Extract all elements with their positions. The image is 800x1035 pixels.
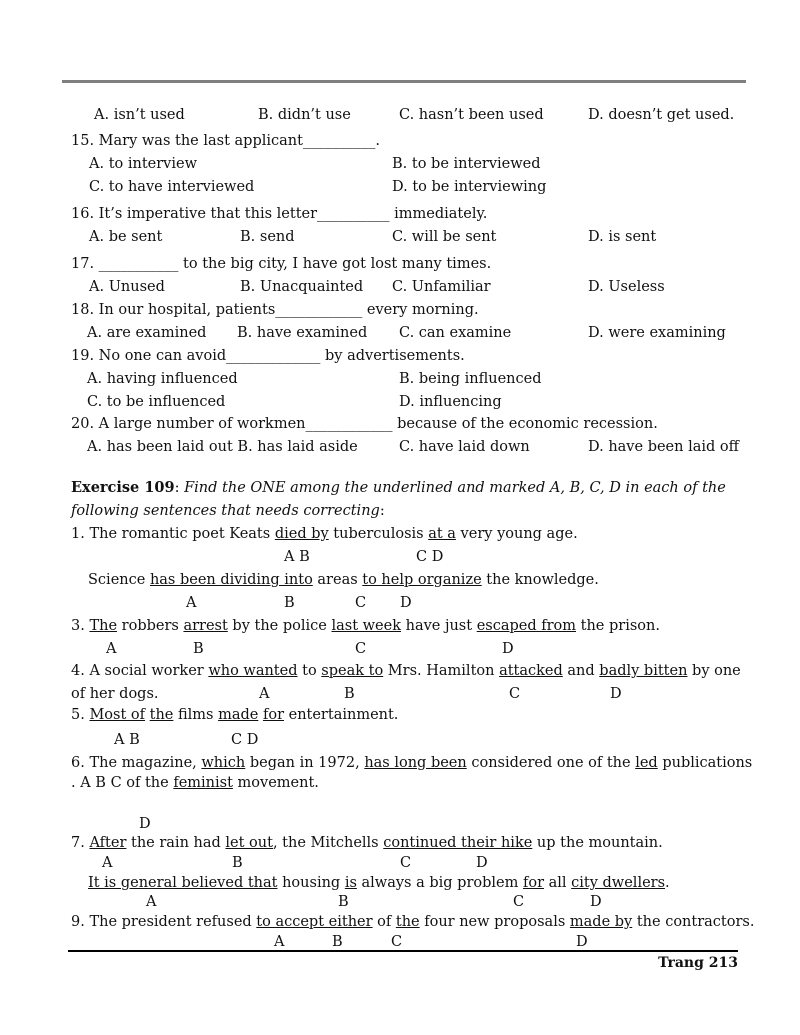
q17-option-d: D. Useless [588, 279, 665, 295]
q19-option-d: D. influencing [399, 394, 502, 410]
s4-marker-a: A [259, 686, 270, 702]
s3-text: the prison. [576, 618, 660, 634]
header-rule [62, 80, 746, 83]
s3-marker-b: B [193, 641, 204, 657]
s7-marker-d: D [476, 855, 488, 871]
s2-underlined-cd: to help organize [362, 572, 482, 588]
s1-marker-ab: A B [284, 549, 310, 565]
sentence-2 [88, 571, 599, 589]
q16-option-c: C. will be sent [392, 229, 497, 245]
s8-marker-d: D [590, 894, 602, 910]
s3-text: robbers [117, 618, 184, 634]
q16-option-b: B. send [240, 229, 295, 245]
s4-text: to [297, 663, 322, 679]
s6-text: publications [657, 755, 753, 771]
s5-underlined-b: the [149, 707, 174, 723]
q16-stem: 16. It’s imperative that this letter__________ immediately. [71, 206, 488, 222]
footer-rule [68, 950, 738, 952]
s9-marker-d: D [576, 934, 588, 950]
s8-text: all [544, 875, 572, 891]
s8-underlined-b: is [344, 875, 357, 891]
s2-marker-d: D [400, 595, 412, 611]
s4-marker-b: B [344, 686, 355, 702]
q19-stem: 19. No one can avoid_____________ by advertisements. [71, 348, 465, 364]
sentence-3: 3. The robbers arrest by the police last week have just escaped from the prison. [71, 618, 660, 634]
q17-option-c: C. Unfamiliar [392, 279, 491, 295]
s9-text: four new proposals [419, 914, 570, 930]
s1-underlined-cd: at a [428, 526, 456, 542]
s4-text: and [562, 663, 600, 679]
s5-marker-cd: C D [231, 732, 259, 748]
q15-option-c: C. to have interviewed [89, 179, 255, 195]
s7-underlined-a: After [89, 835, 127, 851]
q19-option-a: A. having influenced [87, 371, 238, 387]
s4-underlined-d: badly bitten [599, 663, 688, 679]
s8-text: . [665, 875, 670, 891]
s8-text: housing [277, 875, 345, 891]
sentence-5 [71, 706, 398, 724]
s4-text: by one [687, 663, 741, 679]
q18-option-c: C. can examine [399, 325, 512, 341]
exercise-instruction-colon: : [379, 503, 385, 519]
s9-underlined-c: the [395, 914, 420, 930]
s9-marker-b: B [332, 934, 343, 950]
s9-text: of [372, 914, 396, 930]
s5-text: films [173, 707, 219, 723]
s2-underlined-ab: has been dividing into [149, 572, 313, 588]
s5-text: entertainment. [284, 707, 399, 723]
q15-option-d: D. to be interviewing [392, 179, 547, 195]
s4-marker-d: D [610, 686, 622, 702]
q16-option-a: A. be sent [89, 229, 163, 245]
s4-underlined-c: attacked [499, 663, 563, 679]
s3-marker-a: A [106, 641, 117, 657]
s9-text: 9. The president refused [71, 914, 257, 930]
s4-underlined-a: who wanted [208, 663, 298, 679]
s8-underlined-c: for [522, 875, 544, 891]
s8-marker-b: B [338, 894, 349, 910]
s2-marker-c: C [355, 595, 367, 611]
q14-option-d: D. doesn’t get used. [588, 107, 735, 123]
sentence-7 [71, 834, 663, 852]
s1-text: very young age. [455, 526, 578, 542]
s6-text: 6. The magazine, [71, 755, 202, 771]
s4-line2: of her dogs. [71, 686, 159, 702]
q19-option-c: C. to be influenced [87, 394, 226, 410]
s6-marker-d: D [139, 816, 151, 832]
q17-option-b: B. Unacquainted [240, 279, 364, 295]
sentence-4 [71, 662, 741, 680]
exercise-title: Exercise 109 [71, 479, 175, 496]
s9-marker-c: C [391, 934, 403, 950]
s1-underlined-ab: died by [274, 526, 329, 542]
q17-stem: 17. ___________ to the big city, I have got lost many times. [71, 256, 492, 272]
s5-underlined-a: Most of [89, 707, 146, 723]
s7-text: the rain had [126, 835, 226, 851]
s5-marker-ab: A B [114, 732, 140, 748]
exercise-heading [71, 479, 726, 497]
s6-text: . A B C of the [71, 775, 174, 791]
page-number: Trang 213 [658, 955, 738, 971]
s4-marker-c: C [509, 686, 521, 702]
exercise-instruction-line2: following sentences that needs correcting [71, 503, 380, 519]
sentence-9 [71, 913, 754, 931]
sentence-6-line2 [71, 774, 319, 792]
s8-marker-a: A [146, 894, 157, 910]
q14-option-c: C. hasn’t been used [399, 107, 544, 123]
q18-option-b: B. have examined [237, 325, 368, 341]
s7-text: up the mountain. [532, 835, 663, 851]
s9-text: the contractors. [632, 914, 755, 930]
s7-marker-c: C [400, 855, 412, 871]
s6-underlined-a: which [201, 755, 246, 771]
q19-option-b: B. being influenced [399, 371, 542, 387]
q15-option-b: B. to be interviewed [392, 156, 541, 172]
s6-underlined-d: feminist [173, 775, 233, 791]
s3-text: by the police [227, 618, 332, 634]
s5-underlined-d: for [262, 707, 284, 723]
s7-marker-a: A [102, 855, 113, 871]
s9-marker-a: A [274, 934, 285, 950]
sentence-6 [71, 754, 752, 772]
q15-stem: 15. Mary was the last applicant__________. [71, 133, 381, 149]
s8-text: always a big problem [356, 875, 523, 891]
s2-text: the knowledge. [481, 572, 599, 588]
exercise-instruction-line1: Find the ONE among the underlined and marked A, B, C, D in each of the [179, 480, 726, 496]
q18-stem: 18. In our hospital, patients____________ every morning. [71, 302, 479, 318]
q18-option-d: D. were examining [588, 325, 726, 341]
s2-text: areas [312, 572, 363, 588]
q14-option-a: A. isn’t used [94, 107, 185, 123]
s6-underlined-c: led [635, 755, 658, 771]
q20-option-ab: A. has been laid out B. has laid aside [87, 439, 358, 455]
s3-marker-c: C [355, 641, 367, 657]
s4-underlined-b: speak to [321, 663, 384, 679]
exercise-instruction [71, 502, 385, 520]
s4-text: Mrs. Hamilton [383, 663, 500, 679]
s8-underlined-a: It is general believed that [88, 875, 278, 891]
s3-marker-d: D [502, 641, 514, 657]
s6-text: movement. [232, 775, 319, 791]
q20-option-c: C. have laid down [399, 439, 530, 455]
s5-underlined-c: made [218, 707, 259, 723]
s7-marker-b: B [232, 855, 243, 871]
q20-option-d: D. have been laid off [588, 439, 739, 455]
q14-option-b: B. didn’t use [258, 107, 351, 123]
s4-text: 4. A social worker [71, 663, 209, 679]
s7-underlined-c: continued their hike [383, 835, 533, 851]
s3-underlined-b: arrest [183, 618, 228, 634]
s1-text: 1. The romantic poet Keats [71, 526, 275, 542]
s6-text: began in 1972, [245, 755, 365, 771]
sentence-1 [71, 525, 578, 543]
exercise-colon: : [174, 480, 180, 496]
sentence-8 [88, 874, 670, 892]
q17-option-a: A. Unused [89, 279, 165, 295]
s2-marker-a: A [186, 595, 197, 611]
q20-stem: 20. A large number of workmen____________ because of the economic recession. [71, 416, 658, 432]
s5-text: 5. [71, 707, 90, 723]
s3-underlined-c: last week [331, 618, 401, 634]
s7-text: , the Mitchells [272, 835, 384, 851]
s6-text: considered one of the [466, 755, 636, 771]
s8-marker-c: C [513, 894, 525, 910]
s3-underlined-d: escaped from [476, 618, 577, 634]
s2-marker-b: B [284, 595, 295, 611]
s6-underlined-b: has long been [364, 755, 467, 771]
s7-text: 7. [71, 835, 90, 851]
q15-option-a: A. to interview [89, 156, 197, 172]
s1-text: tuberculosis [328, 526, 429, 542]
s7-underlined-b: let out [225, 835, 273, 851]
s2-text: Science [88, 572, 150, 588]
s9-underlined-d: made by [569, 914, 633, 930]
q16-option-d: D. is sent [588, 229, 657, 245]
s3-underlined-a: The [89, 618, 118, 634]
q18-option-a: A. are examined [87, 325, 207, 341]
s3-text: have just [401, 618, 477, 634]
s9-underlined-ab: to accept either [256, 914, 373, 930]
s8-underlined-d: city dwellers [571, 875, 666, 891]
s1-marker-cd: C D [416, 549, 444, 565]
